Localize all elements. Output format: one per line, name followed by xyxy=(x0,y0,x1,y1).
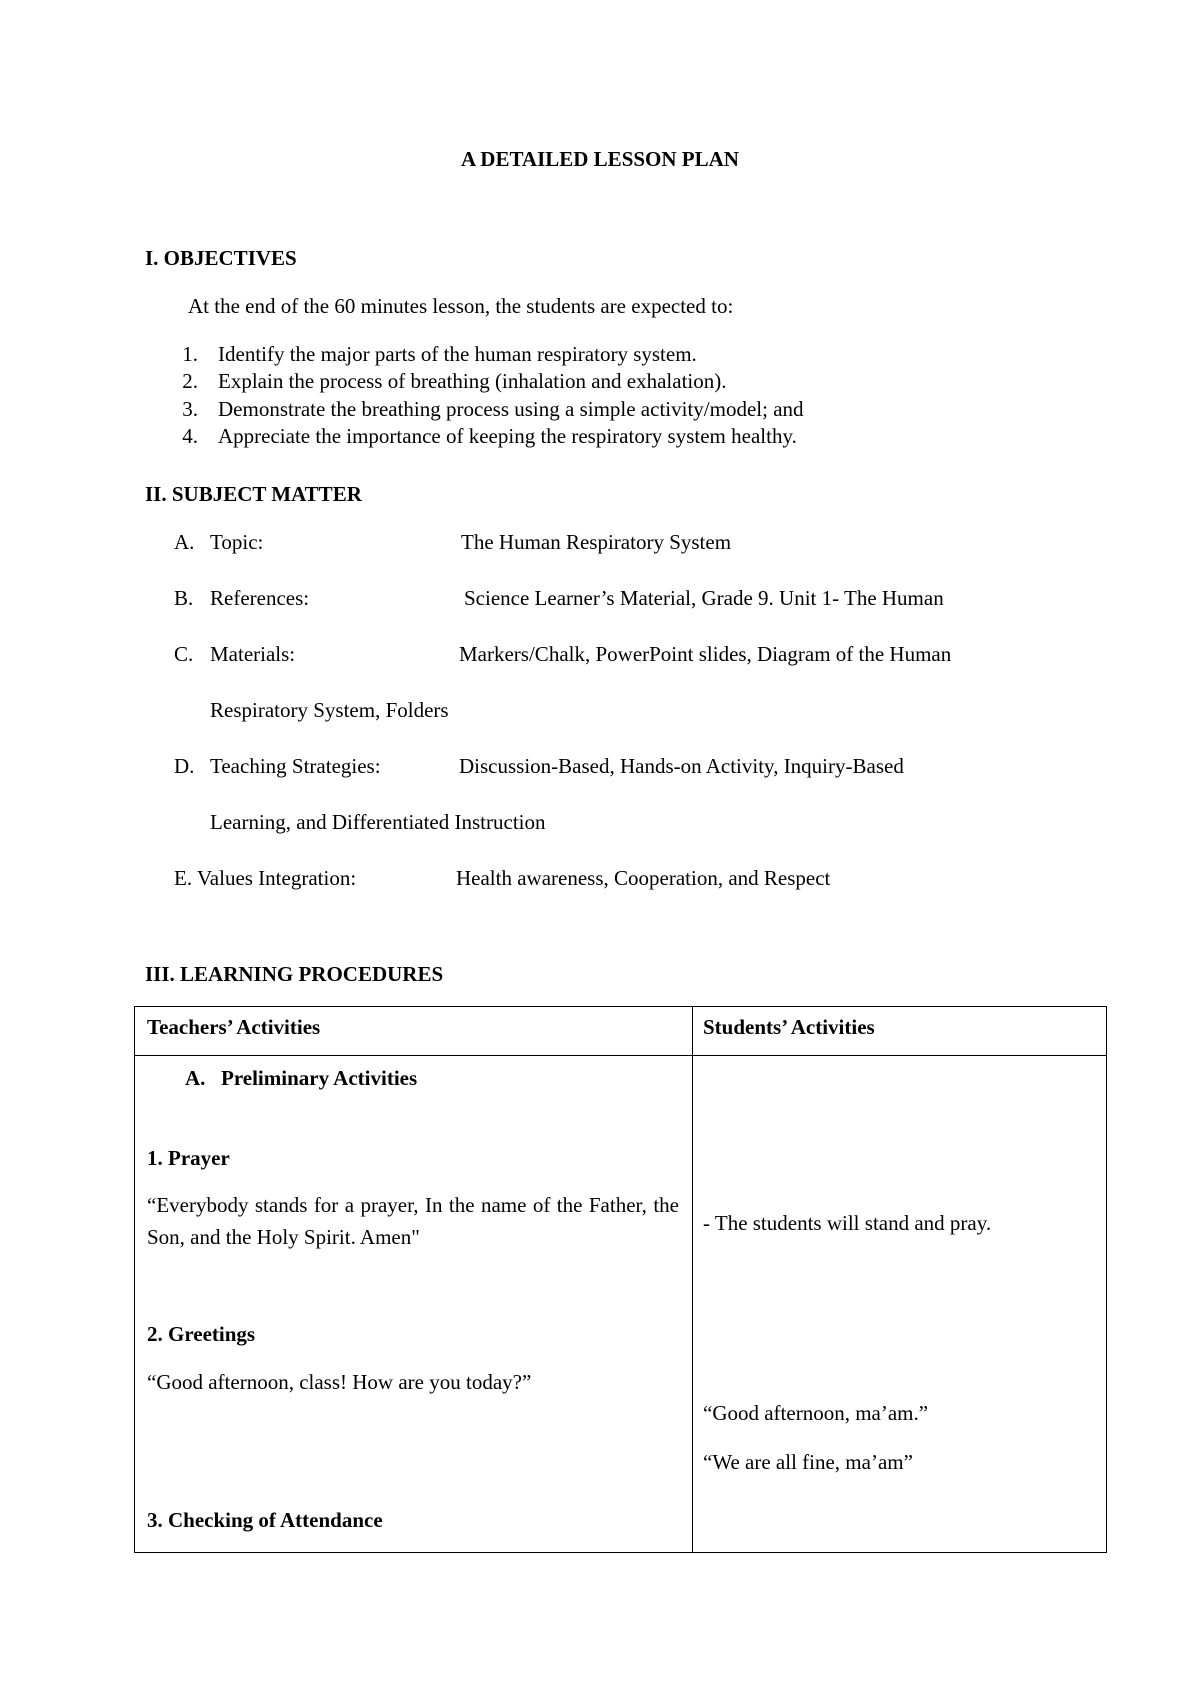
objective-number: 4. xyxy=(182,424,198,448)
student-column-header xyxy=(693,1007,1107,1056)
materials-letter: C. xyxy=(174,642,194,666)
student-column-label: Students’ Activities xyxy=(703,1015,875,1039)
objective-number: 2. xyxy=(182,369,198,393)
strategies-value-continued: Learning, and Differentiated Instruction xyxy=(210,810,546,834)
teacher-activities-cell xyxy=(135,1056,693,1553)
strategies-value: Discussion-Based, Hands-on Activity, Inquiry-Based xyxy=(459,754,904,778)
objective-item: Demonstrate the breathing process using a simple activity/model; and xyxy=(218,397,804,421)
objectives-heading: I. OBJECTIVES xyxy=(145,246,297,270)
subject-matter-heading: II. SUBJECT MATTER xyxy=(145,482,362,506)
teacher-column-label: Teachers’ Activities xyxy=(147,1015,321,1039)
greetings-response: “Good afternoon, ma’am.” xyxy=(703,1401,929,1425)
values-value: Health awareness, Cooperation, and Respect xyxy=(456,866,831,890)
topic-label: Topic: xyxy=(210,530,264,554)
materials-value-continued: Respiratory System, Folders xyxy=(210,698,449,722)
strategies-letter: D. xyxy=(174,754,195,778)
document-title: A DETAILED LESSON PLAN xyxy=(461,147,739,171)
greetings-text: “Good afternoon, class! How are you today?” xyxy=(147,1370,532,1394)
learning-procedures-heading: III. LEARNING PROCEDURES xyxy=(145,962,444,986)
references-value: Science Learner’s Material, Grade 9. Unit 1- The Human xyxy=(464,586,944,610)
topic-value: The Human Respiratory System xyxy=(461,530,732,554)
student-activities-cell xyxy=(693,1056,1107,1553)
attendance-heading: 3. Checking of Attendance xyxy=(147,1508,383,1532)
materials-label: Materials: xyxy=(210,642,296,666)
prayer-response: - The students will stand and pray. xyxy=(703,1211,992,1235)
objective-number: 3. xyxy=(182,397,198,421)
greetings-heading: 2. Greetings xyxy=(147,1322,256,1346)
preliminary-activities-heading: Preliminary Activities xyxy=(221,1066,418,1090)
materials-value: Markers/Chalk, PowerPoint slides, Diagram of the Human xyxy=(459,642,952,666)
objective-item: Identify the major parts of the human respiratory system. xyxy=(218,342,697,366)
prayer-text: “Everybody stands for a prayer, In the name of the Father, the Son, and the Holy Spirit. Amen" xyxy=(147,1193,679,1249)
preliminary-letter: A. xyxy=(185,1066,206,1090)
objective-item: Appreciate the importance of keeping the respiratory system healthy. xyxy=(218,424,797,448)
values-label: E. Values Integration: xyxy=(174,866,357,890)
teacher-column-header xyxy=(135,1007,693,1056)
objective-number: 1. xyxy=(182,342,198,366)
references-label: References: xyxy=(210,586,310,610)
greetings-response: “We are all fine, ma’am” xyxy=(703,1450,913,1474)
prayer-heading: 1. Prayer xyxy=(147,1146,230,1170)
objectives-intro: At the end of the 60 minutes lesson, the students are expected to: xyxy=(188,294,734,318)
strategies-label: Teaching Strategies: xyxy=(210,754,381,778)
topic-letter: A. xyxy=(174,530,195,554)
procedures-table xyxy=(134,1006,1107,1553)
references-letter: B. xyxy=(174,586,194,610)
objective-item: Explain the process of breathing (inhalation and exhalation). xyxy=(218,369,727,393)
